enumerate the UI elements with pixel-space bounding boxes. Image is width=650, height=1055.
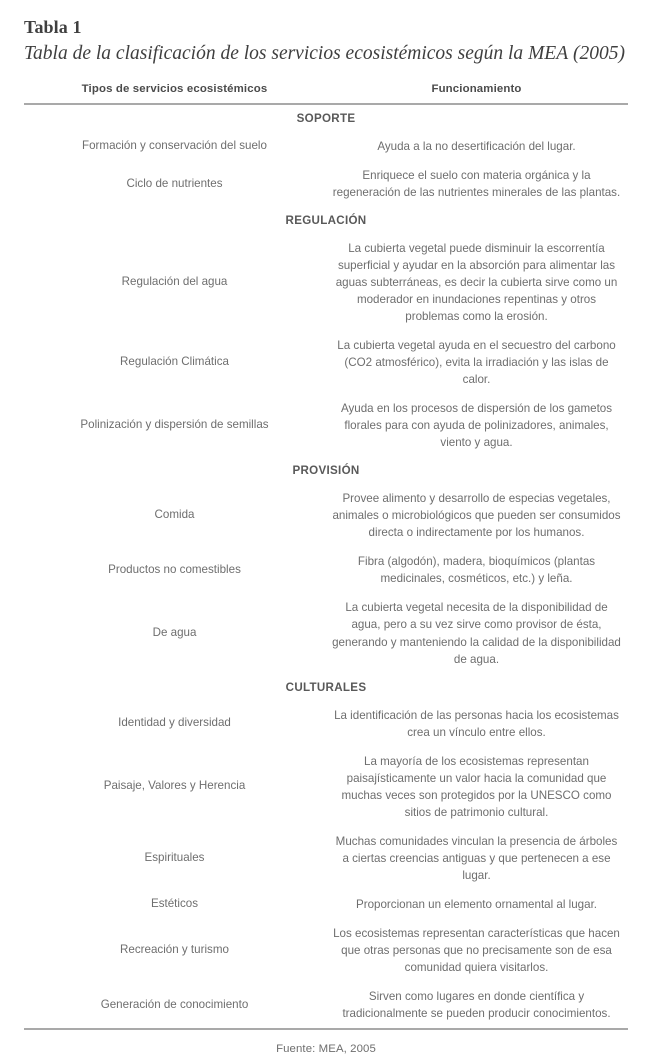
category-row xyxy=(24,207,628,234)
service-type-cell: Polinización y dispersión de semillas xyxy=(80,418,269,432)
function-cell: Enriquece el suelo con materia orgánica y la regeneración de las nutrientes minerales de las plantas. xyxy=(332,168,621,199)
table-row xyxy=(24,484,628,547)
caption-block xyxy=(0,0,650,66)
table-head xyxy=(24,83,628,104)
table-row xyxy=(24,132,628,161)
table-number: Tabla 1 xyxy=(24,17,82,37)
service-type-cell: Formación y conservación del suelo xyxy=(82,138,267,152)
table-row xyxy=(24,982,628,1029)
service-type-cell: Identidad y diversidad xyxy=(118,716,231,730)
table-container xyxy=(24,83,628,1055)
table-title xyxy=(24,41,628,66)
column-header-function: Funcionamiento xyxy=(325,83,628,104)
category-label: PROVISIÓN xyxy=(292,464,360,478)
table-row xyxy=(24,747,628,827)
category-row xyxy=(24,457,628,484)
table-row xyxy=(24,827,628,890)
service-type-cell: Estéticos xyxy=(150,896,199,910)
table-row xyxy=(24,331,628,394)
function-cell: Provee alimento y desarrollo de especias vegetales, animales o microbiológicos que pueden ser consumidos directa o indirectamente por los humanos. xyxy=(332,492,621,540)
function-cell: Los ecosistemas representan características que hacen que otras personas que no precisamente son de esa comunidad quiera visitarlos. xyxy=(333,926,620,974)
column-header-service-type: Tipos de servicios ecosistémicos xyxy=(24,83,325,104)
category-row xyxy=(24,104,628,132)
function-cell: Fibra (algodón), madera, bioquímicos (plantas medicinales, cosméticos, etc.) y leña. xyxy=(357,555,596,586)
table-row xyxy=(24,919,628,982)
function-cell: Proporcionan un elemento ornamental al lugar. xyxy=(355,897,598,911)
table-row xyxy=(24,394,628,457)
table-row xyxy=(24,701,628,747)
source-note: Fuente: MEA, 2005 xyxy=(276,1043,376,1055)
table-row xyxy=(24,161,628,207)
table-title-text-before: Tabla de la clasificación de los servicios ecosistémicos según la xyxy=(24,42,529,64)
category-label: SOPORTE xyxy=(296,111,356,125)
category-row xyxy=(24,674,628,701)
table-row xyxy=(24,593,628,673)
function-cell: Ayuda a la no desertificación del lugar. xyxy=(377,139,576,153)
category-label: CULTURALES xyxy=(285,680,367,694)
table-body xyxy=(24,104,628,1029)
category-label: REGULACIÓN xyxy=(285,213,367,227)
service-type-cell: De agua xyxy=(152,626,197,640)
function-cell: La cubierta vegetal ayuda en el secuestro del carbono (CO2 atmosférico), evita la irradiación y las islas de calor. xyxy=(337,339,616,387)
table-title-text-after: (2005) xyxy=(568,42,626,64)
service-type-cell: Generación de conocimiento xyxy=(24,982,325,1029)
table-row xyxy=(24,234,628,331)
service-type-cell: Regulación del agua xyxy=(121,275,228,289)
classification-table xyxy=(24,83,628,1030)
function-cell: La cubierta vegetal necesita de la disponibilidad de agua, pero a su vez sirve como provisor de ésta, generando y manteniendo la calidad de la disponibilidad de agua. xyxy=(332,601,621,666)
service-type-cell: Regulación Climática xyxy=(120,355,229,369)
function-cell: La mayoría de los ecosistemas representan paisajísticamente un valor hacia la comunidad que muchas veces son protegidos por la UNESCO como sitios de patrimonio cultural. xyxy=(341,754,612,819)
service-type-cell: Recreación y turismo xyxy=(120,943,229,957)
function-cell: La cubierta vegetal puede disminuir la escorrentía superficial y ayudar en la absorción para alimentar las aguas subterráneas, es decir la cubierta sirve como un moderador en inundaciones repentinas y otros problemas como la erosión. xyxy=(335,241,618,324)
function-cell: La identificación de las personas hacia los ecosistemas crea un vínculo entre ellos. xyxy=(334,708,619,739)
service-type-cell: Comida xyxy=(154,508,195,522)
table-header-row xyxy=(24,83,628,104)
table-row xyxy=(24,547,628,593)
service-type-cell: Productos no comestibles xyxy=(108,563,241,576)
table-row xyxy=(24,890,628,919)
table-title-acronym: MEA xyxy=(528,42,569,64)
function-cell: Muchas comunidades vinculan la presencia de árboles a ciertas creencias antiguas y que pertenecen a ese lugar. xyxy=(335,834,618,882)
function-cell: Ayuda en los procesos de dispersión de los gametos florales para con ayuda de polinizadores, animales, viento y agua. xyxy=(340,402,613,450)
function-cell: Sirven como lugares en donde científica y tradicionalmente se pueden producir conocimientos. xyxy=(325,982,628,1029)
service-type-cell: Paisaje, Valores y Herencia xyxy=(103,779,246,793)
service-type-cell: Ciclo de nutrientes xyxy=(126,176,223,190)
service-type-cell: Espirituales xyxy=(144,850,205,864)
